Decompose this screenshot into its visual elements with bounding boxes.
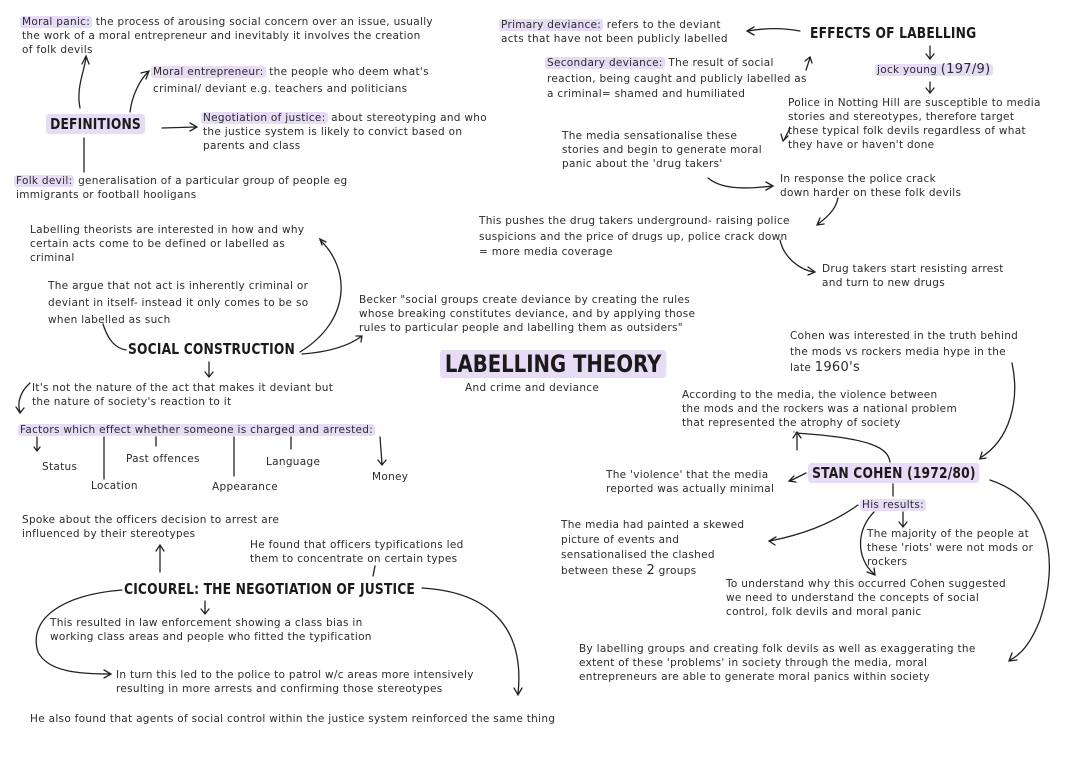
cicourel-patrol-note: In turn this led to the police to patrol w/c areas more intensively resulting in more arrests and confirming those stereotypes — [116, 669, 474, 695]
jock-young: jock young (197/9) — [877, 62, 991, 77]
moral-entrepreneur-term: Moral entrepreneur: — [153, 66, 264, 78]
page-subtitle: And crime and deviance — [465, 382, 600, 394]
nature-of-reaction-note: It's not the nature of the act that makes it deviant but the nature of society's reaction to it — [32, 382, 334, 408]
cicourel-found-note: He found that officers typifications led them to concentrate on certain types — [250, 539, 464, 565]
folk-devil-text-2: immigrants or football hooligans — [16, 189, 197, 201]
arrow-cohen-to-violence — [789, 473, 806, 482]
arrow-cohen-up-to-according — [793, 432, 801, 450]
drug-takers-resisting-note: Drug takers start resisting arrest and turn to new drugs — [822, 263, 1004, 289]
arrow-cicourel-to-bias — [201, 601, 209, 614]
arrow-results-to-majority — [899, 512, 907, 527]
labelling-theorists-note: Labelling theorists are interested in how and why certain acts come to be defined or labelled as criminal — [30, 224, 305, 264]
arrow-interest-to-cohen — [980, 363, 1015, 459]
arrow-factor-money — [378, 437, 386, 465]
folk-devil-term: Folk devil: — [16, 175, 73, 187]
secondary-deviance: Secondary deviance: The result of social reaction, being caught and publicly labelled as a criminal= shamed and humiliated — [547, 57, 807, 100]
factor-appearance: Appearance — [212, 481, 279, 493]
arrow-nature-to-factors — [16, 383, 30, 413]
factor-money: Money — [372, 471, 409, 483]
definition-negotiation-of-justice — [203, 111, 487, 153]
definitions-heading: DEFINITIONS — [46, 115, 145, 133]
moral-panic-text: the process of arousing social concern over an issue, usually — [92, 16, 433, 28]
cohen-results-label: His results: — [862, 499, 924, 511]
factor-past-offences: Past offences — [126, 453, 200, 465]
cohen-heading: STAN COHEN (1972/80) — [808, 464, 980, 482]
moral-panic-term: Moral panic: — [22, 16, 91, 28]
cohen-understand-note: To understand why this occurred Cohen suggested we need to understand the concepts of social control, folk devils and moral panic — [726, 578, 1007, 618]
arrow-effects-to-primary — [747, 27, 800, 35]
arrow-factor-status — [34, 437, 40, 451]
negotiation-term: Negotiation of justice: — [203, 112, 326, 124]
primary-deviance-term: Primary deviance: — [501, 19, 602, 31]
primary-deviance: Primary deviance: refers to the deviant acts that have not been publicly labelled — [501, 19, 728, 45]
secondary-deviance-term: Secondary deviance: — [547, 57, 663, 69]
arrow-cohen-to-labelling — [990, 480, 1049, 661]
police-response-note: In response the police crack down harder on these folk devils — [780, 173, 962, 199]
folk-devil-text: generalisation of a particular group of people eg — [74, 175, 348, 187]
moral-entrepreneur-text-2: criminal/ deviant e.g. teachers and politicians — [153, 83, 408, 95]
negotiation-text-2: the justice system is likely to convict based on — [203, 126, 463, 138]
definition-moral-panic — [22, 15, 433, 57]
arrow-jock-to-police — [926, 82, 934, 93]
page-title: LABELLING THEORY — [440, 350, 666, 378]
arrow-definitions-to-negotiation — [162, 123, 197, 131]
argue-note: The argue that not act is inherently criminal or deviant in itself- instead it only comes to be so when labelled as such — [48, 280, 309, 326]
arrow-cohen-to-according — [794, 432, 890, 462]
cicourel-class-bias-note: This resulted in law enforcement showing a class bias in working class areas and people who fitted the typification — [50, 617, 372, 643]
cohen-interest-note: Cohen was interested in the truth behind the mods vs rockers media hype in the late 1960's — [790, 330, 1019, 375]
cicourel-heading: CICOUREL: THE NEGOTIATION OF JUSTICE — [124, 580, 415, 598]
arrow-definitions-to-moral-panic — [79, 56, 89, 108]
cohen-labelling-note: By labelling groups and creating folk devils as well as exaggerating the extent of these 'problems' in society through the media, moral entrepreneurs are able to generate moral panics within society — [579, 643, 976, 683]
definition-moral-entrepreneur — [153, 64, 429, 98]
drug-takers-underground-note: This pushes the drug takers underground- raising police suspicions and the price of drugs up, police crack down = more media coverage — [479, 215, 790, 258]
definition-folk-devil — [16, 174, 347, 202]
negotiation-text-3: parents and class — [203, 140, 301, 152]
arrow-spoke-to-cicourel — [156, 545, 164, 572]
arrow-definitions-to-moral-entrepreneur — [130, 71, 149, 112]
police-notting-hill-note: Police in Notting Hill are susceptible to media stories and stereotypes, therefore target these typical folk devils regardless of what they have or haven't done — [788, 97, 1041, 151]
cohen-according-note: According to the media, the violence between the mods and the rockers was a national problem that represented the atrophy of society — [682, 389, 957, 429]
factor-status: Status — [42, 461, 78, 473]
arrow-found-to-cicourel — [373, 566, 375, 576]
arrow-effects-to-jock-young — [926, 46, 934, 59]
moral-panic-text-3: of folk devils — [22, 44, 93, 56]
negotiation-text: about stereotyping and who — [327, 112, 487, 124]
social-construction-heading: SOCIAL CONSTRUCTION — [128, 340, 295, 358]
cicourel-agents-note: He also found that agents of social control within the justice system reinforced the same thing — [30, 713, 556, 725]
factors-heading: Factors which effect whether someone is charged and arrested: — [20, 424, 374, 436]
effects-heading: EFFECTS OF LABELLING — [810, 24, 977, 42]
factor-location: Location — [91, 480, 138, 492]
cicourel-spoke-note: Spoke about the officers decision to arrest are influenced by their stereotypes — [22, 514, 280, 540]
moral-entrepreneur-text: the people who deem what's — [265, 66, 429, 78]
becker-quote: Becker "social groups create deviance by creating the rules whose breaking constitutes deviance, and by applying those rules to particular people and labelling them as outsiders" — [359, 294, 696, 334]
moral-panic-text-2: the work of a moral entrepreneur and inevitably it involves the creation — [22, 30, 421, 42]
cohen-skewed-note: The media had painted a skewed picture of events and sensationalised the clashed between these 2 groups — [561, 519, 745, 578]
cohen-violence-note: The 'violence' that the media reported was actually minimal — [606, 469, 775, 495]
arrow-results-to-skewed — [769, 505, 858, 545]
arrow-social-construction-to-nature — [205, 362, 213, 377]
arrow-response-to-pushes — [817, 198, 838, 225]
arrow-media-to-response — [708, 178, 773, 190]
factor-language: Language — [266, 456, 321, 468]
cohen-majority-note: The majority of the people at these 'riots' were not mods or rockers — [867, 528, 1034, 568]
media-sensationalise-note: The media sensationalise these stories and begin to generate moral panic about the 'drug takers' — [562, 130, 762, 170]
